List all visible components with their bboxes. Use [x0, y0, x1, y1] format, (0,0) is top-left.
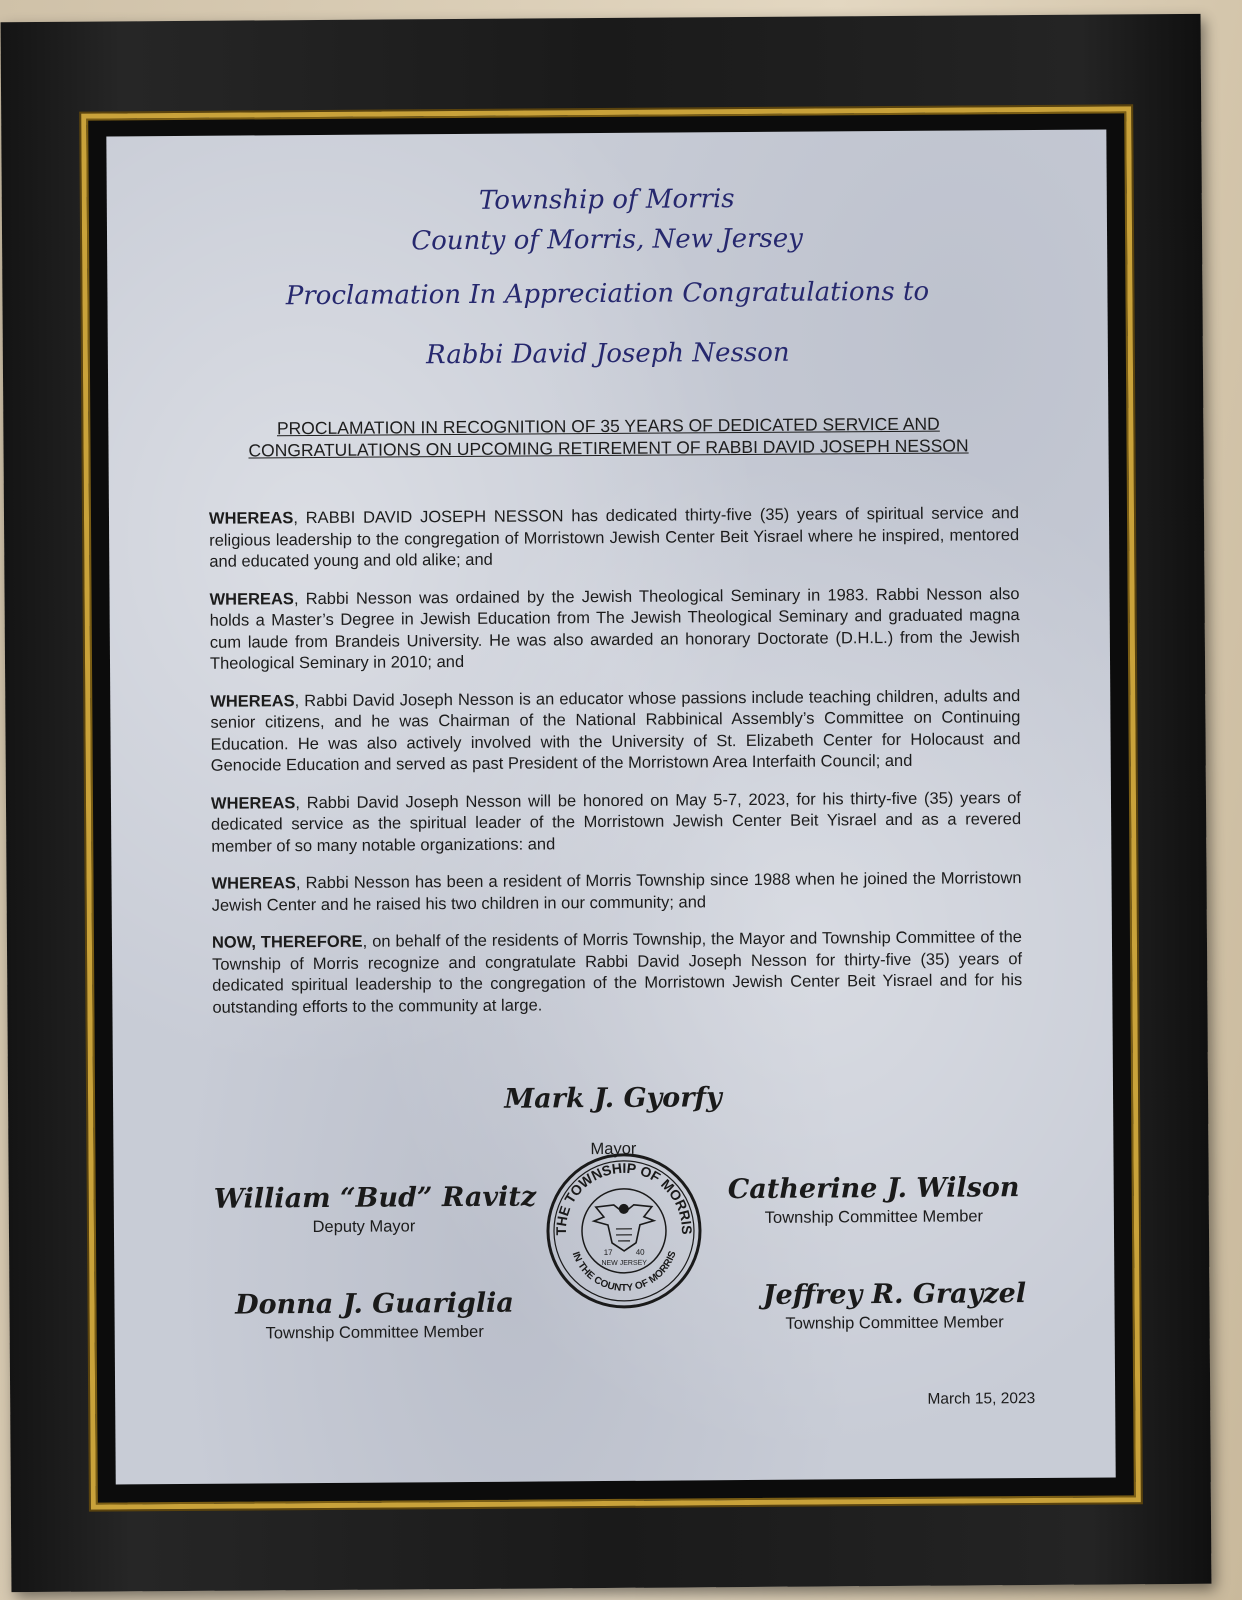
seal-bottom-text: IN THE COUNTY OF MORRIS [569, 1249, 679, 1294]
wilson-title: Township Committee Member [764, 1207, 984, 1227]
proclamation-subtitle [208, 412, 1008, 462]
whereas-paragraph-1 [209, 503, 1019, 573]
deputy-mayor-signature-block [213, 1181, 537, 1238]
proclamation-body [209, 503, 1023, 1035]
paragraph-lead: WHEREAS [211, 874, 296, 893]
whereas-paragraph-3 [210, 686, 1021, 778]
paragraph-text: , RABBI DAVID JOSEPH NESSON has dedicated thirty-five (35) years of spiritual service and religious leadership to the congregation of Morristown Jewish Center Beit Yisrael where he inspired, mentored and educated young and old alike; and [209, 504, 1020, 571]
mayor-signature-block [463, 1082, 764, 1160]
whereas-paragraph-4 [211, 788, 1021, 858]
picture-frame [1, 14, 1212, 1592]
paragraph-text: , Rabbi David Joseph Nesson is an educator whose passions include teaching children, adults and senior citizens, and he was Chairman of the National Rabbinical Assembly’s Committee on Continuing Education. He was also actively involved with the University of St. Elizabeth Center for Holocaust and Genocide Education and served as past President of the Morristown Area Interfaith Council; and [210, 686, 1021, 775]
mayor-title: Mayor [590, 1139, 637, 1159]
deputy-mayor-signature: William “Bud” Ravitz [213, 1181, 537, 1215]
paragraph-lead: WHEREAS [210, 691, 295, 711]
paragraph-lead: NOW, THEREFORE [211, 932, 363, 952]
deputy-mayor-title: Deputy Mayor [312, 1217, 416, 1237]
paragraph-text: , Rabbi David Joseph Nesson will be honored on May 5-7, 2023, for his thirty-five (35) years of dedicated service as the spiritual leader of the Morristown Jewish Center Beit Yisrael and as a revered member of so many notable organizations: and [211, 788, 1022, 856]
header-proclamation: Proclamation In Appreciation Congratulations to [285, 276, 930, 312]
wilson-signature: Catherine J. Wilson [727, 1172, 1020, 1206]
guariglia-signature-block [224, 1288, 524, 1344]
guariglia-signature: Donna J. Guariglia [235, 1287, 514, 1321]
township-seal-icon [543, 1150, 704, 1311]
header-honoree: Rabbi David Joseph Nesson [426, 337, 790, 371]
subtitle-line-2: CONGRATULATIONS ON UPCOMING RETIREMENT OF RABBI DAVID JOSEPH NESSON [248, 435, 969, 461]
paragraph-lead: WHEREAS [210, 793, 296, 813]
paragraph-text: , Rabbi Nesson has been a resident of Morris Township since 1988 when he joined the Morristown Jewish Center and he raised his two children in our community; and [211, 869, 1022, 915]
guariglia-title: Township Committee Member [265, 1322, 484, 1343]
proclamation-date: March 15, 2023 [927, 1390, 1036, 1408]
grayzel-signature: Jeffrey R. Grayzel [762, 1278, 1027, 1311]
proclamation-document [106, 129, 1115, 1484]
subtitle-line-1: PROCLAMATION IN RECOGNITION OF 35 YEARS OF DEDICATED SERVICE AND [276, 413, 940, 439]
paragraph-text: , Rabbi Nesson was ordained by the Jewish Theological Seminary in 1983. Rabbi Nesson also holds a Master’s Degree in Jewish Education from The Jewish Theological Seminary and graduated magna cum laude from Brandeis University. He was also awarded an honorary Doctorate (D.H.L.) from the Jewish Theological Seminary in 2010; and [209, 584, 1020, 673]
header-township: Township of Morris [478, 184, 735, 216]
header-county: County of Morris, New Jersey [411, 223, 803, 257]
seal-year-right: 40 [635, 1247, 645, 1257]
seal-year-left: 17 [603, 1247, 613, 1258]
eagle-icon [594, 1204, 654, 1251]
grayzel-title: Township Committee Member [785, 1313, 1004, 1333]
whereas-paragraph-2 [209, 584, 1020, 676]
whereas-paragraph-5 [211, 868, 1021, 917]
paragraph-lead: WHEREAS [208, 509, 294, 528]
wilson-signature-block [724, 1172, 1024, 1228]
paragraph-text: , on behalf of the residents of Morris Township, the Mayor and Township Committee of the Township of Morris recognize and congratulate Rabbi David Joseph Nesson for thirty-five (35) years of dedicated spiritual leadership to the congregation of the Morristown Jewish Center Beit Yisrael and for his outstanding efforts to the community at large. [212, 928, 1023, 1017]
grayzel-signature-block [744, 1278, 1044, 1334]
now-therefore-paragraph [212, 927, 1023, 1019]
paragraph-lead: WHEREAS [209, 589, 294, 609]
seal-state: NEW JERSEY [601, 1259, 647, 1268]
gold-trim [81, 106, 1141, 1509]
seal-top-text: THE TOWNSHIP OF MORRIS [552, 1159, 696, 1236]
mayor-signature: Mark J. Gyorfy [504, 1082, 722, 1115]
